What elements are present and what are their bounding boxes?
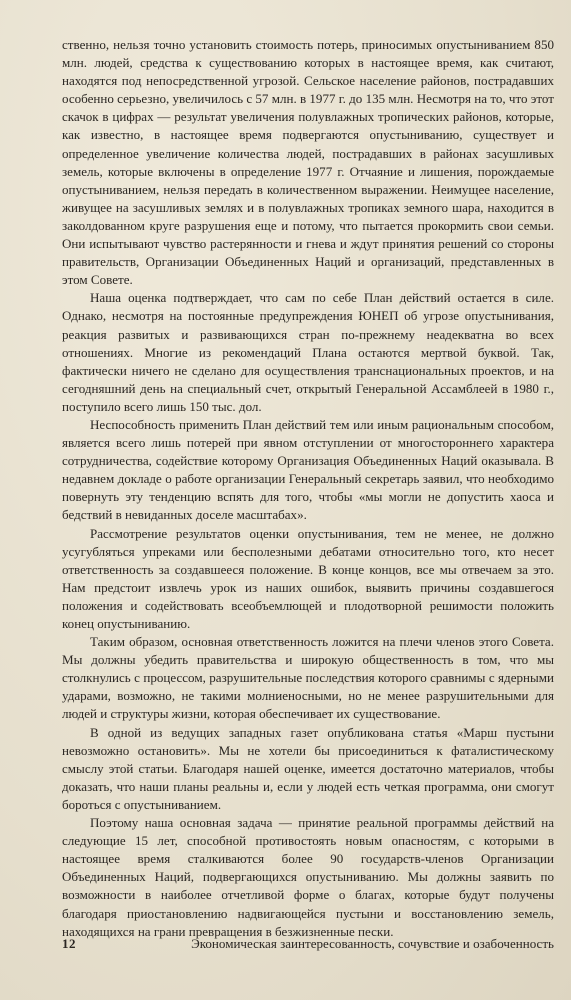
paragraph-3: Неспособность применить План действий тем или иным рациональным способом, является всего лишь потерей при явном отступлении от многостороннего характера сотрудничества, содействие которому Организация Объединенных Наций оказывала. В недавнем докладе о работе организации Генеральный секретарь заявил, что необходимо повернуть эту тенденцию вспять для того, чтобы «мы могли не допустить хаоса и бедствий в невиданных доселе масштабах». xyxy=(62,416,554,523)
paragraph-1: ственно, нельзя точно установить стоимость потерь, приносимых опустыниванием 850 млн. людей, средства к существованию которых в настоящее время, как считают, находятся под непосредственной угрозой. Сельское население районов, пострадавших особенно серьезно, увеличилось с 57 млн. в 1977 г. до 135 млн. Несмотря на то, что этот скачок в цифрах — результат увеличения полувлажных тропических районов, которые, как известно, в настоящее время подвергаются опустыниванию, существует и определенное увеличение количества людей, пострадавших в районах засушливых земель, которые включены в определение 1977 г. Отчаяние и лишения, порождаемые опустыниванием, нельзя передать в количественном выражении. Неимущее население, живущее на засушливых землях и в полувлажных тропиках земного шара, находится в заколдованном круге разрушения еще и потому, что пытается прокормить свои семьи. Они испытывают чувство растерянности и гнева и ждут принятия решений со стороны правительств, Организации Объединенных Наций и организаций, представленных в этом Совете. xyxy=(62,37,554,288)
paragraph-5: Таким образом, основная ответственность ложится на плечи членов этого Совета. Мы должны убедить правительства и широкую общественность в том, что мы столкнулись с процессом, разрушительные последствия которого сравнимы с ядерными ударами, возможно, не такими молниеносными, но не менее разрушительными для людей и структуры жизни, которая обеспечивает их существование. xyxy=(62,634,554,722)
paragraph-4: Рассмотрение результатов оценки опустынивания, тем не менее, не должно усугубляться упреками или бесполезными дебатами относительно того, кто несет ответственность за создавшееся положение. В конце концов, все мы отвечаем за это. Нам предстоит извлечь урок из наших ошибок, выявить причины создавшегося положения и содействовать всеобъемлющей и плодотворной решимости положить конец опустыниванию. xyxy=(62,525,554,631)
paragraph-6: В одной из ведущих западных газет опубликована статья «Марш пустыни невозможно остановить». Мы не хотели бы присоединиться к фаталистическому смыслу этой статьи. Благодаря нашей оценке, имеется достаточно материалов, чтобы доказать, что наши планы реальны и, если у людей есть четкая программа, они смогут бороться с опустыниванием. xyxy=(62,724,554,812)
page-number: 12 xyxy=(62,936,76,951)
continuation-line: Экономическая заинтересованность, сочувствие и озабоченность xyxy=(191,936,554,951)
paragraph-7: Поэтому наша основная задача — принятие реальной программы действий на следующие 15 лет, способной противостоять новым опасностям, с которыми в настоящее время сталкиваются более 90 государств-членов Организации Объединенных Наций, подвергающихся опустыниванию. Мы должны заявить по возможности в наиболее отчетливой форме о благах, которые будут получены благодаря приостановлению надвигающейся пустыни и восстановлению земель, находящихся на грани превращения в безжизненные пески. xyxy=(62,815,554,939)
text-column xyxy=(62,36,554,941)
paragraph-2: Наша оценка подтверждает, что сам по себе План действий остается в силе. Однако, несмотря на постоянные предупреждения ЮНЕП об угрозе опустынивания, реакция развитых и развивающихся стран по-прежнему неадекватна во всех отношениях. Многие из рекомендаций Плана остаются мертвой буквой. Так, фактически ничего не сделано для осуществления транснациональных проектов, и на сегодняшний день на специальный счет, открытый Генеральной Ассамблеей в 1980 г., поступило всего лишь 150 тыс. дол. xyxy=(62,290,554,414)
